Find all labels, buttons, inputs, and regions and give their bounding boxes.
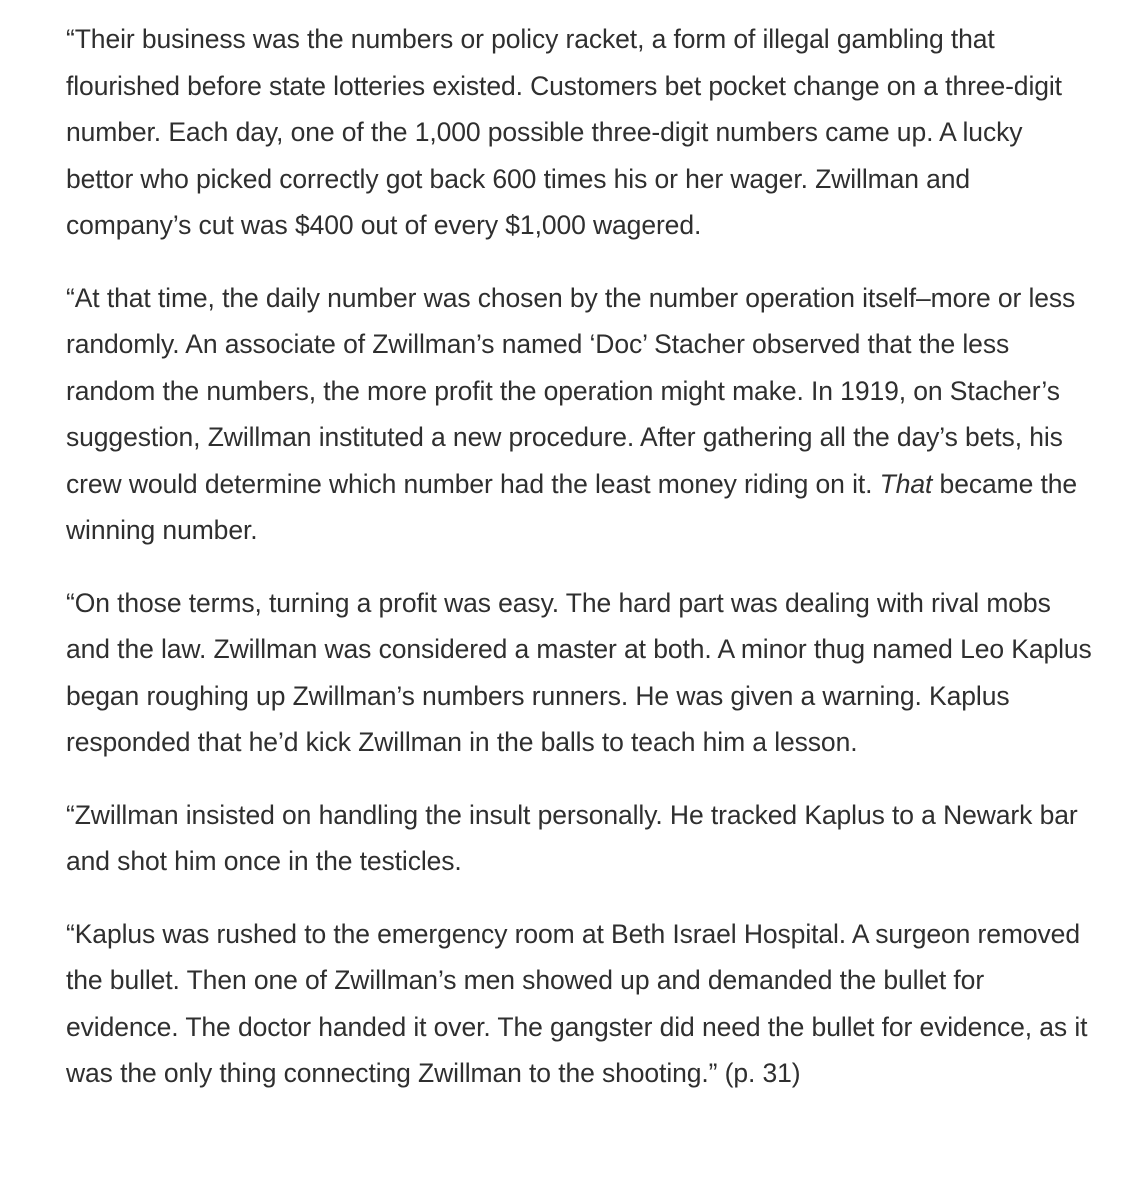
paragraph-text: “Kaplus was rushed to the emergency room at Beth Israel Hospital. A surgeon removed the bullet. Then one of Zwillman’s men showed up and demanded the bullet for evidence. The doctor handed it over. The gangster did need the bullet for evidence, as it was the only thing connecting Zwillman to the shooting.” (p. 31)	[66, 918, 1088, 1088]
paragraph-insult	[66, 792, 1094, 885]
emphasis-text: That	[879, 468, 933, 499]
paragraph-text: “On those terms, turning a profit was easy. The hard part was dealing with rival mobs and the law. Zwillman was considered a master at both. A minor thug named Leo Kaplus began roughing up Zwillman’s numbers runners. He was given a warning. Kaplus responded that he’d kick Zwillman in the balls to teach him a lesson.	[66, 587, 1092, 757]
paragraph-text: “At that time, the daily number was chosen by the number operation itself–more or less randomly. An associate of Zwillman’s named ‘Doc’ Stacher observed that the less random the numbers, the more profit the operation might make. In 1919, on Stacher’s suggestion, Zwillman instituted a new procedure. After gathering all the day’s bets, his crew would determine which number had the least money riding on it.	[66, 282, 1076, 499]
paragraph-hospital	[66, 911, 1094, 1097]
paragraph-text: “Zwillman insisted on handling the insult personally. He tracked Kaplus to a Newark bar and shot him once in the testicles.	[66, 799, 1078, 876]
paragraph-tail: became the winning number.	[66, 468, 1078, 545]
paragraph-daily-number	[66, 275, 1094, 554]
paragraph-rival-mobs	[66, 580, 1094, 766]
paragraph-text: “Their business was the numbers or policy racket, a form of illegal gambling that flourished before state lotteries existed. Customers bet pocket change on a three-digit number. Each day, one of the 1,000 possible three-digit numbers came up. A lucky bettor who picked correctly got back 600 times his or her wager. Zwillman and company’s cut was $400 out of every $1,000 wagered.	[66, 24, 1062, 240]
paragraph-numbers-racket	[66, 16, 1094, 249]
